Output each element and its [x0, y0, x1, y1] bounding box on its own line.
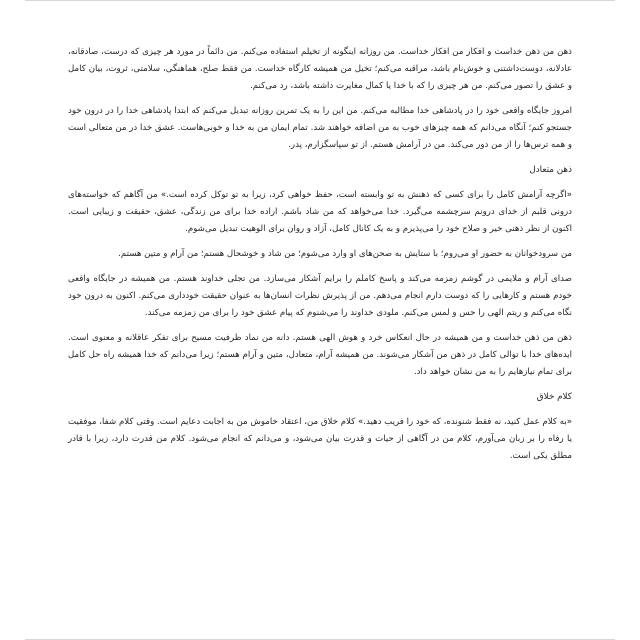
document-body — [68, 44, 572, 473]
paragraph-divine-wisdom: ذهن من ذهن خداست و من همیشه در حال انعکاس خرد و هوش الهی هستم. دانه من نماد ظرفیت مسیح برای تفکر عاقلانه و معنوی است. ایده‌های خدا با توالی کامل در ذهن من آشکار می‌شوند. من همیشه آرام، متعادل، متین و آرام هستم؛ زیرا می‌دانم که خدا همیشه راه حل کامل برای تمام نیازهایم را به من نشان خواهد داد. — [68, 333, 572, 377]
paragraph-doers-of-word: «به کلام عمل کنید، نه فقط شنونده، که خود را فریب دهید.» کلام خلاق من، اعتقاد خاموش من به اجابت دعایم است. وقتی کلام شفا، موفقیت یا رفاه را بر زبان می‌آورم، کلام من در آگاهی از حیات و قدرت بیان می‌شود، و می‌دانم که انجام می‌شود. کلام من قدرت دارد، زیرا با قادر مطلق یکی است. — [68, 417, 572, 461]
section-heading-balanced-mind: ذهن متعادل — [529, 165, 572, 175]
page-top-border — [25, 0, 615, 1]
paragraph-kingdom-of-god: امروز جایگاه واقعی خود را در پادشاهی خدا مطالبه می‌کنم. من این را به یک تمرین روزانه تبدیل می‌کنم که ابتدا پادشاهی خدا را در درون خود جستجو کنم؛ آنگاه می‌دانم که همه چیزهای خوب به من اضافه خواهند شد. تمام ایمان من به خدا و خوبی‌هاست. عشق خدا در من متعالی است و همه ترس‌ها را از من دور می‌کند. من در آرامش هستم. از تو سپاسگزارم، پدر. — [68, 106, 572, 150]
paragraph-singing-presence: من سرودخوانان به حضور او می‌روم؛ با ستایش به صحن‌های او وارد می‌شوم؛ من شاد و خوشحال هستم؛ من آرام و متین هستم. — [118, 249, 572, 259]
paragraph-still-small-voice: صدای آرام و ملایمی در گوشم زمزمه می‌کند و پاسخ کاملم را برایم آشکار می‌سازد. من تجلی خداوند هستم. من همیشه در جایگاه واقعی خودم هستم و کارهایی را که دوست دارم انجام می‌دهم. من از پذیرش نظرات انسان‌ها به عنوان حقیقت خودداری می‌کنم. اکنون به درون خود نگاه می‌کنم و ریتم الهی را حس و لمس می‌کنم. ملودی خداوند را می‌شنوم که پیام عشق خود را برای من زمزمه می‌کند. — [68, 274, 572, 318]
paragraph-perfect-peace: «اگرچه آرامش کامل را برای کسی که ذهنش به تو وابسته است، حفظ خواهی کرد، زیرا به تو توکل کرده است.» من آگاهم که خواسته‌های درونی قلبم از خدای درونم سرچشمه می‌گیرد. خدا می‌خواهد که من شاد باشم. اراده خدا برای من زندگی، عشق، حقیقت و زیبایی است. اکنون از نظر ذهنی خیر و صلاح خود را می‌پذیرم و به یک کانال کامل، آزاد و روان برای الوهیت تبدیل می‌شوم. — [68, 190, 572, 234]
paragraph-creative-imagination: ذهن من ذهن خداست و افکار من افکار خداست. من روزانه اینگونه از تخیلم استفاده می‌کنم. من دائماً در مورد هر چیزی که درست، صادقانه، عادلانه، دوست‌داشتنی و خوش‌نام باشد، مراقبه می‌کنم؛ تخیل من همیشه کارگاه خداست. من فقط صلح، هماهنگی، سلامتی، ثروت، بیان کامل و عشق را تصور می‌کنم. من هر چیزی را که با خدا یا کمال مغایرت داشته باشد، رد می‌کنم. — [68, 47, 572, 91]
section-heading-creative-word: کلام خلاق — [536, 392, 572, 402]
